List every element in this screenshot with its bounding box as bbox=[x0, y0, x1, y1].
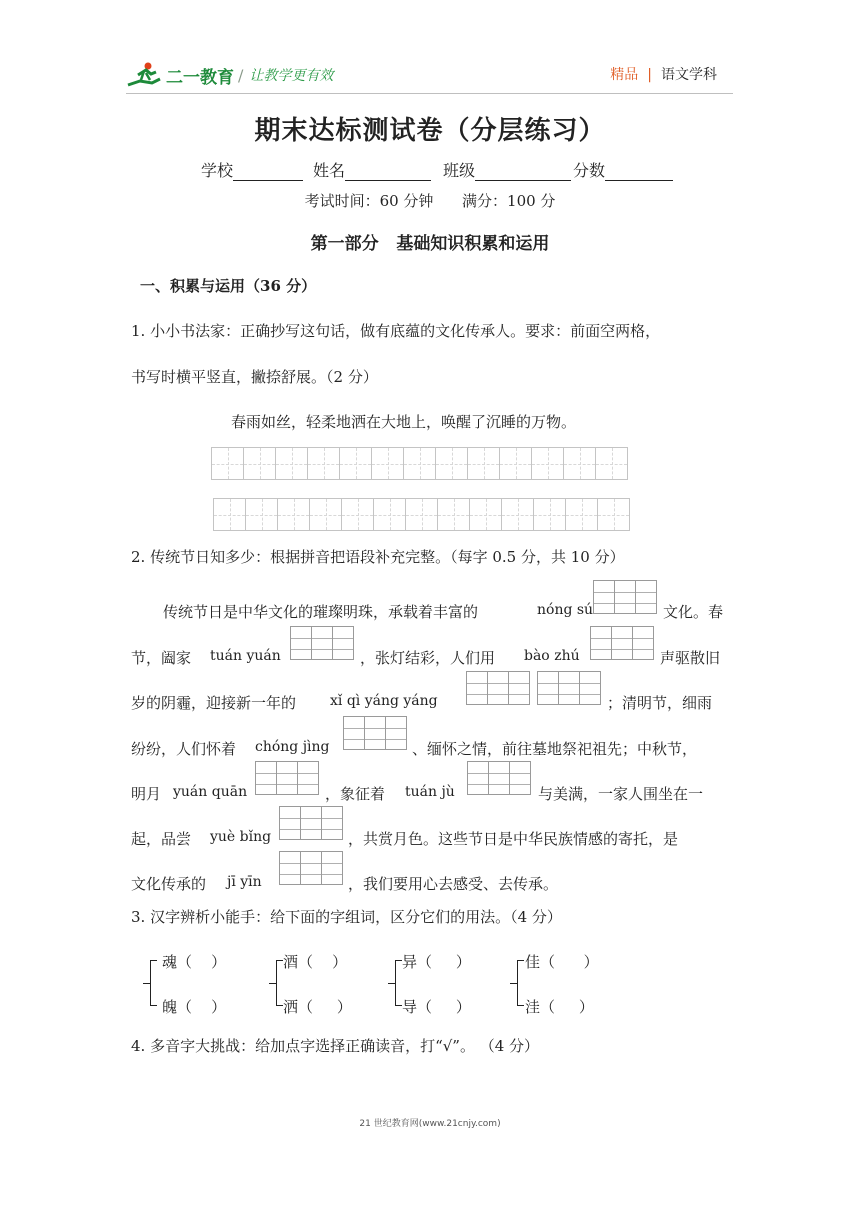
grid-cell[interactable] bbox=[373, 498, 406, 531]
brand-logo bbox=[126, 60, 333, 90]
pinyin-tuanju: tuán jù bbox=[405, 784, 455, 800]
char-pair-bottom[interactable]: 魄（ ） bbox=[162, 998, 227, 1016]
score-label: 分数 bbox=[573, 161, 606, 180]
score-blank[interactable] bbox=[605, 164, 673, 181]
answer-box-chongjing[interactable] bbox=[344, 716, 407, 750]
q4-stem: 4. 多音字大挑战：给加点字选择正确读音，打“√”。 （4 分） bbox=[131, 1037, 540, 1055]
class-blank[interactable] bbox=[475, 164, 571, 181]
answer-box-yuanquan[interactable] bbox=[256, 761, 319, 795]
subject-badge bbox=[610, 64, 717, 84]
subject-label: 语文学科 bbox=[661, 67, 717, 83]
grid-cell[interactable] bbox=[437, 498, 470, 531]
logo-name: 二一教育 bbox=[166, 67, 234, 88]
brace-line bbox=[276, 960, 283, 961]
school-field bbox=[201, 158, 303, 181]
q2-text: 声驱散旧 bbox=[660, 649, 721, 667]
grid-cell[interactable] bbox=[245, 498, 278, 531]
pinyin-baozhu: bào zhú bbox=[524, 648, 580, 664]
grid-cell[interactable] bbox=[371, 447, 404, 480]
name-label: 姓名 bbox=[313, 161, 346, 180]
grid-cell[interactable] bbox=[597, 498, 630, 531]
pinyin-yuebing: yuè bǐng bbox=[210, 829, 272, 845]
q2-text: 岁的阴霾，迎接新一年的 bbox=[131, 694, 297, 712]
grid-cell[interactable] bbox=[435, 447, 468, 480]
pinyin-xiqiyangyang: xǐ qì yáng yáng bbox=[330, 693, 438, 709]
grid-cell[interactable] bbox=[309, 498, 342, 531]
pinyin-chongjing: chóng jìng bbox=[255, 739, 330, 755]
score-field bbox=[573, 158, 673, 181]
slogan: 让教学更有效 bbox=[249, 68, 334, 84]
pinyin-yuanquan: yuán quān bbox=[173, 784, 248, 800]
grid-cell[interactable] bbox=[469, 498, 502, 531]
grid-cell[interactable] bbox=[595, 447, 628, 480]
char-pair-bottom[interactable]: 洒（ ） bbox=[283, 998, 352, 1016]
pinyin-jiyin: jī yīn bbox=[227, 874, 262, 890]
char-pair-top[interactable]: 佳（ ） bbox=[525, 953, 599, 971]
q3-stem: 3. 汉字辨析小能手：给下面的字组词，区分它们的用法。（4 分） bbox=[131, 908, 562, 926]
answer-box-yuebing[interactable] bbox=[280, 806, 343, 840]
grid-cell[interactable] bbox=[531, 447, 564, 480]
brace-line bbox=[143, 983, 150, 984]
answer-box-jiyin[interactable] bbox=[280, 851, 343, 885]
grid-cell[interactable] bbox=[341, 498, 374, 531]
q2-text: 明月 bbox=[131, 785, 162, 803]
grid-cell[interactable] bbox=[213, 498, 246, 531]
answer-box-xiqi[interactable] bbox=[467, 671, 530, 705]
char-pair-top[interactable]: 酒（ ） bbox=[283, 953, 348, 971]
pinyin-tuanyuan: tuán yuán bbox=[210, 648, 281, 664]
quality-label: 精品 bbox=[610, 67, 639, 83]
brace-line bbox=[388, 983, 395, 984]
char-pair-top[interactable]: 魂（ ） bbox=[162, 953, 227, 971]
header-rule bbox=[126, 93, 733, 94]
q2-text: 文化。春 bbox=[663, 603, 724, 621]
q1-stem-line2: 书写时横平竖直，撇捺舒展。（2 分） bbox=[131, 368, 378, 386]
writing-grid-row-1[interactable] bbox=[212, 447, 628, 480]
char-pair-bottom[interactable]: 导（ ） bbox=[402, 998, 471, 1016]
q2-text: ，张灯结彩，人们用 bbox=[360, 649, 496, 667]
q2-text: 、缅怀之情，前往墓地祭祀祖先；中秋节， bbox=[412, 740, 698, 758]
q2-text: 传统节日是中华文化的璀璨明珠，承载着丰富的 bbox=[163, 603, 479, 621]
grid-cell[interactable] bbox=[403, 447, 436, 480]
grid-cell[interactable] bbox=[501, 498, 534, 531]
brace-line bbox=[150, 960, 151, 1006]
q2-text: 与美满，一家人围坐在一 bbox=[538, 785, 704, 803]
brace-line bbox=[276, 960, 277, 1006]
pinyin-nongsu: nóng sú bbox=[537, 602, 594, 618]
answer-box-nongsu[interactable] bbox=[594, 580, 657, 614]
answer-box-yangyang[interactable] bbox=[538, 671, 601, 705]
brace-line bbox=[150, 1005, 157, 1006]
page-footer: 21 世纪教育网(www.21cnjy.com) bbox=[359, 1119, 501, 1129]
grid-cell[interactable] bbox=[533, 498, 566, 531]
brace-line bbox=[395, 1005, 402, 1006]
char-pair-top[interactable]: 异（ ） bbox=[402, 953, 471, 971]
grid-cell[interactable] bbox=[499, 447, 532, 480]
class-label: 班级 bbox=[443, 161, 476, 180]
brace-line bbox=[517, 1005, 524, 1006]
grid-cell[interactable] bbox=[563, 447, 596, 480]
exam-meta: 考试时间：60 分钟 满分：100 分 bbox=[304, 192, 556, 210]
q2-text: 文化传承的 bbox=[131, 875, 207, 893]
brace-line bbox=[150, 960, 157, 961]
class-field bbox=[443, 158, 571, 181]
q1-stem-line1: 1. 小小书法家：正确抄写这句话，做有底蕴的文化传承人。要求：前面空两格， bbox=[131, 322, 661, 340]
page-title: 期末达标测试卷（分层练习） bbox=[254, 116, 606, 146]
brace-line bbox=[269, 983, 276, 984]
name-field bbox=[313, 158, 431, 181]
q2-text: 纷纷，人们怀着 bbox=[131, 740, 237, 758]
answer-box-tuanyuan[interactable] bbox=[291, 626, 354, 660]
char-pair-bottom[interactable]: 洼（ ） bbox=[525, 998, 594, 1016]
grid-cell[interactable] bbox=[565, 498, 598, 531]
q2-text: ，共赏月色。这些节日是中华民族情感的寄托，是 bbox=[348, 830, 679, 848]
q1-sentence: 春雨如丝，轻柔地洒在大地上，唤醒了沉睡的万物。 bbox=[231, 413, 577, 431]
q2-text: 起，品尝 bbox=[131, 830, 192, 848]
q2-text: ，象征着 bbox=[325, 785, 386, 803]
part-title: 第一部分 基础知识积累和运用 bbox=[310, 234, 550, 254]
brace-line bbox=[517, 960, 518, 1006]
brace-line bbox=[395, 960, 396, 1006]
brace-line bbox=[517, 960, 524, 961]
school-blank[interactable] bbox=[233, 164, 303, 181]
q2-stem: 2. 传统节日知多少：根据拼音把语段补充完整。（每字 0.5 分，共 10 分） bbox=[131, 548, 625, 566]
name-blank[interactable] bbox=[345, 164, 431, 181]
answer-box-baozhu[interactable] bbox=[591, 626, 654, 660]
runner-logo-icon bbox=[126, 61, 162, 89]
answer-box-tuanju[interactable] bbox=[468, 761, 531, 795]
grid-cell[interactable] bbox=[275, 447, 308, 480]
section-heading: 一、积累与运用（36 分） bbox=[140, 277, 317, 295]
badge-divider: | bbox=[647, 67, 652, 83]
grid-cell[interactable] bbox=[467, 447, 500, 480]
grid-cell[interactable] bbox=[243, 447, 276, 480]
grid-cell[interactable] bbox=[211, 447, 244, 480]
writing-grid-row-2[interactable] bbox=[214, 498, 630, 531]
school-label: 学校 bbox=[201, 161, 234, 180]
logo-slash: / bbox=[238, 65, 244, 85]
brace-line bbox=[395, 960, 402, 961]
grid-cell[interactable] bbox=[339, 447, 372, 480]
q2-text: ，我们要用心去感受、去传承。 bbox=[348, 875, 559, 893]
grid-cell[interactable] bbox=[405, 498, 438, 531]
grid-cell[interactable] bbox=[277, 498, 310, 531]
q2-text: 节，阖家 bbox=[131, 649, 192, 667]
q2-text: ；清明节，细雨 bbox=[607, 694, 713, 712]
grid-cell[interactable] bbox=[307, 447, 340, 480]
brace-line bbox=[510, 983, 517, 984]
brace-line bbox=[276, 1005, 283, 1006]
